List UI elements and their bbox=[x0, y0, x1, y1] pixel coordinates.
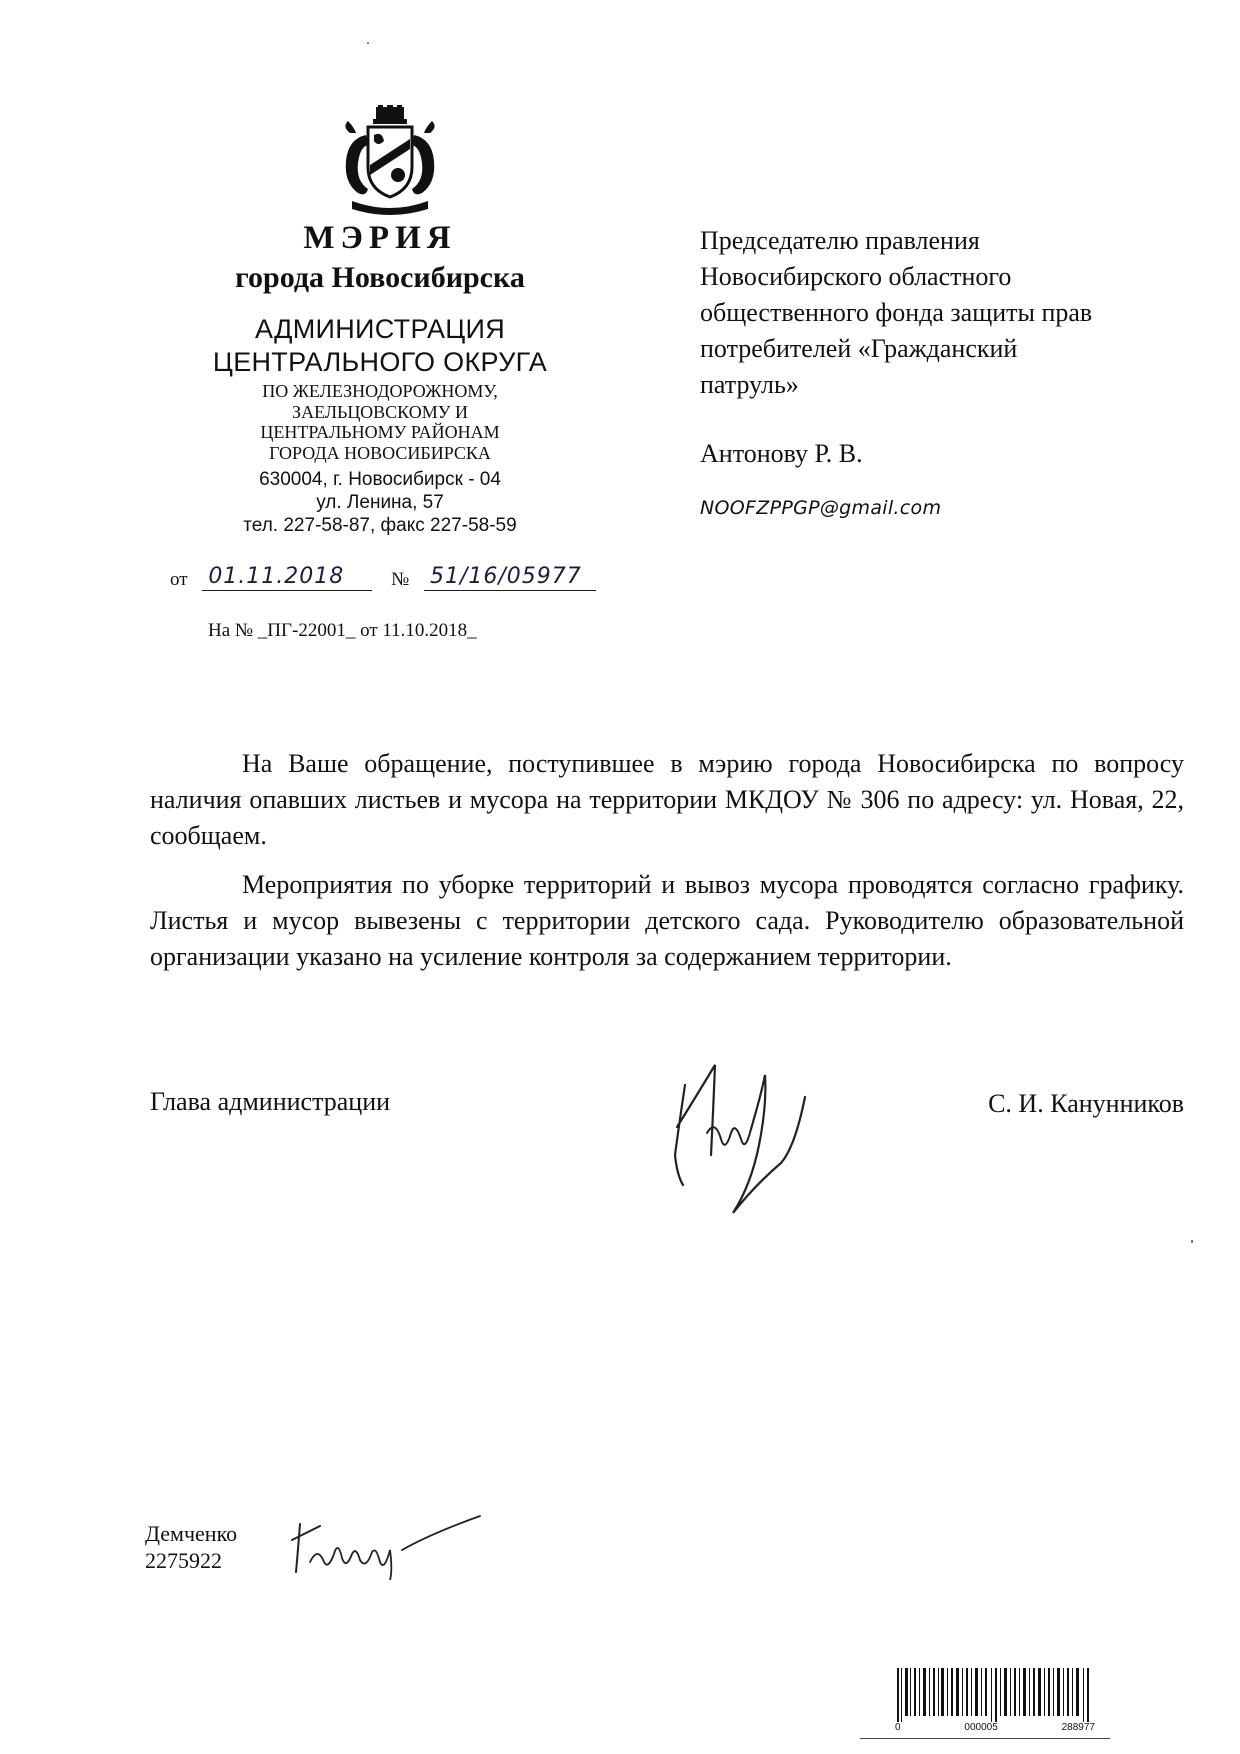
addressee-name: Антонову Р. В. bbox=[700, 439, 863, 468]
executor-phone: 2275922 bbox=[145, 1548, 222, 1573]
letterhead-city: города Новосибирска bbox=[235, 261, 525, 294]
scan-speck bbox=[367, 42, 369, 44]
barcode-underline bbox=[860, 1738, 1110, 1739]
letterhead-mayor: МЭРИЯ bbox=[303, 220, 457, 256]
reference-line: На № _ПГ-22001_ от 11.10.2018_ bbox=[208, 620, 477, 641]
handwritten-number: 51/16/05977 bbox=[429, 564, 582, 589]
addressee-line: потребителей «Гражданский bbox=[700, 334, 1018, 363]
signatory-name: С. И. Канунников bbox=[988, 1089, 1184, 1118]
letterhead-administration bbox=[160, 313, 600, 379]
number-field bbox=[424, 566, 596, 591]
district-line: ГОРОДА НОВОСИБИРСКА bbox=[269, 442, 491, 463]
addressee-block bbox=[700, 223, 1200, 403]
scan-speck bbox=[1191, 1240, 1193, 1243]
executor-signature bbox=[290, 1510, 490, 1580]
registration-line bbox=[170, 566, 596, 591]
addressee-line: Председателю правления bbox=[700, 226, 980, 255]
date-field bbox=[202, 566, 372, 591]
address-line: 630004, г. Новосибирск - 04 bbox=[259, 469, 501, 490]
addressee-email: NOOFZPPGP@gmail.com bbox=[700, 497, 942, 519]
letterhead-address bbox=[180, 468, 580, 537]
barcode-digit-group: 000005 bbox=[964, 1722, 998, 1733]
executor-block bbox=[145, 1520, 237, 1574]
barcode-icon bbox=[895, 1668, 1095, 1722]
district-line: ЦЕНТРАЛЬНОМУ РАЙОНАМ bbox=[260, 422, 500, 442]
body-paragraph: На Ваше обращение, поступившее в мэрию города Новосибирска по вопросу наличия опавших листьев и мусора на территории МКДОУ № 306 по адресу: ул. Новая, 22, сообщаем. bbox=[150, 749, 1184, 850]
address-line: тел. 227-58-87, факс 227-58-59 bbox=[243, 515, 517, 536]
barcode-digit-group: 288977 bbox=[1061, 1722, 1095, 1733]
district-line: ПО ЖЕЛЕЗНОДОРОЖНОМУ, bbox=[262, 381, 498, 401]
district-line: ЗАЕЛЬЦОВСКОМУ И bbox=[292, 401, 468, 422]
number-label: № bbox=[391, 569, 410, 590]
barcode-digits bbox=[895, 1722, 1095, 1733]
handwritten-signature bbox=[655, 1035, 815, 1225]
addressee-line: патруль» bbox=[700, 370, 799, 399]
handwritten-date: 01.11.2018 bbox=[208, 564, 345, 589]
executor-name: Демченко bbox=[145, 1521, 238, 1546]
barcode-digit-group: 0 bbox=[895, 1722, 901, 1733]
letterhead-districts bbox=[180, 381, 580, 463]
address-line: ул. Ленина, 57 bbox=[316, 492, 444, 513]
coat-of-arms-icon bbox=[338, 105, 442, 221]
body-paragraph: Мероприятия по уборке территорий и вывоз мусора проводятся согласно графику. Листья и мусор вывезены с территории детского сада. Руководителю образовательной организации указано на усиление контроля за содержанием территории. bbox=[150, 870, 1184, 971]
addressee-line: общественного фонда защиты прав bbox=[700, 298, 1093, 327]
letter-body bbox=[150, 746, 1184, 988]
addressee-line: Новосибирского областного bbox=[700, 262, 1012, 291]
signatory-title: Глава администрации bbox=[150, 1087, 391, 1116]
admin-line: ЦЕНТРАЛЬНОГО ОКРУГА bbox=[212, 347, 548, 377]
from-label: от bbox=[170, 569, 188, 590]
admin-line: АДМИНИСТРАЦИЯ bbox=[254, 314, 506, 344]
